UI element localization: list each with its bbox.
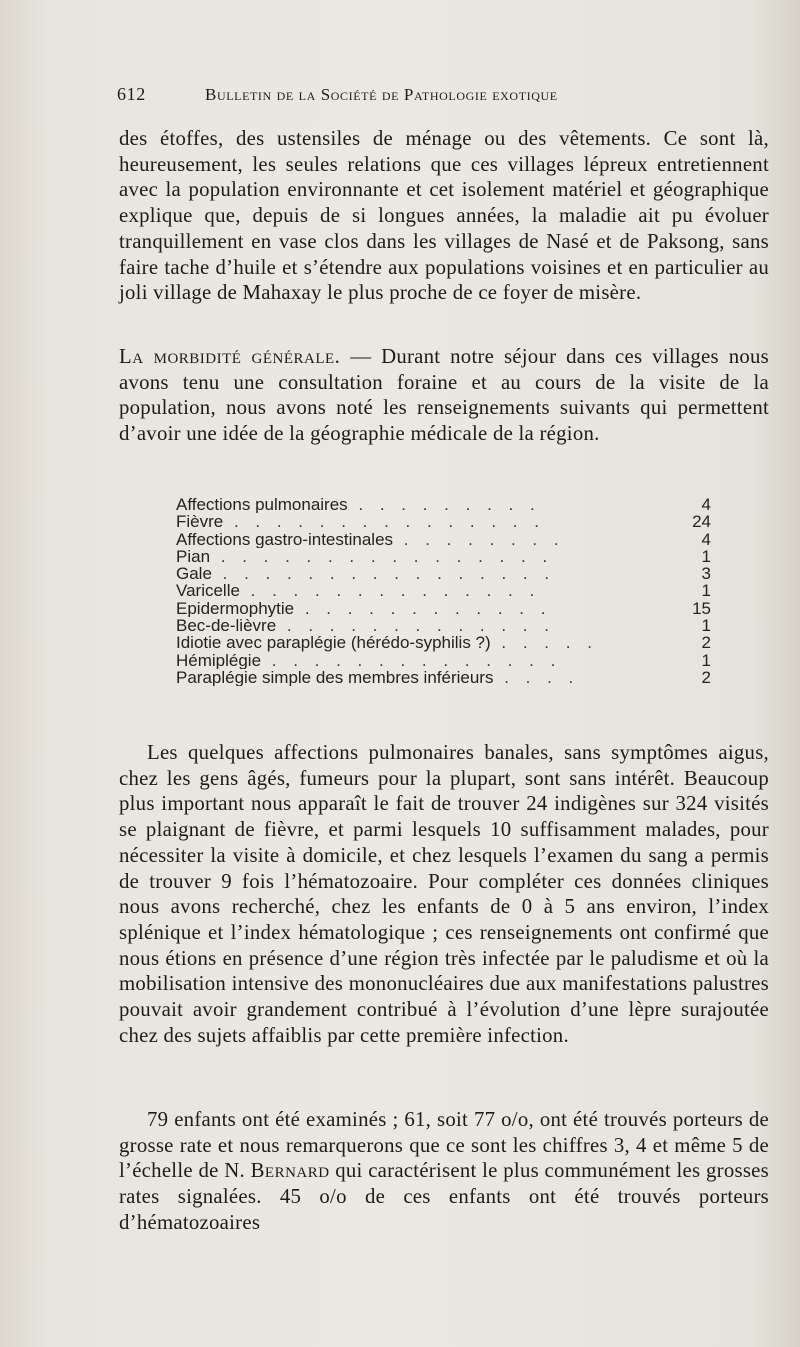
table-row-label: Hémiplégie	[176, 651, 262, 669]
section-heading: La morbidité générale.	[119, 345, 341, 368]
table-row	[176, 531, 711, 548]
page-number: 612	[117, 84, 146, 104]
paragraph-4	[119, 1107, 769, 1236]
running-title: Bulletin de la Société de Pathologie exotique	[205, 85, 558, 104]
table-row-value: 4	[701, 495, 711, 514]
table-row-value: 1	[701, 650, 711, 670]
paragraph-3: Les quelques affections pulmonaires banales, sans symptômes aigus, chez les gens âgés, fumeurs pour la plupart, sont sans intérêt. Beaucoup plus important nous apparaît le fait de trouver 24 indigènes sur 324 visités se plaignant de fièvre, et parmi lesquels 10 suffisamment malades, pour nécessiter la visite à domicile, et chez lesquels l’examen du sang a permis de trouver 9 fois l’hématozoaire. Pour compléter ces données cliniques nous avons recherché, chez les enfants de 0 à 5 ans environ, l’index splénique et l’index hématologique ; ces renseignements ont confirmé que nous étions en présence d’une région très infectée par le paludisme et où la mobilisation intensive des mononucléaires due aux manifestations palustres pouvait avoir grandement contribué à l’évolution d’une lèpre surajoutée chez des sujets affaiblis par cette première infection.	[119, 741, 769, 1047]
table-row-value: 1	[701, 546, 711, 566]
leader-dots: . . . . . . . . .	[347, 496, 541, 514]
table-row	[176, 513, 711, 530]
paragraph-4-start: 79 enfants ont été examinés ; 61, soit 77 o/o, ont été trouvés porteurs de grosse rate et nous remarquerons que ce sont les chiffres 3, 4 et même 5 de l’échelle de N.	[119, 1108, 769, 1183]
table-row-value: 2	[701, 633, 711, 653]
table-row-label: Pian	[176, 547, 211, 566]
table-row-label: Paraplégie simple des membres inférieurs	[176, 668, 494, 687]
table-row-value: 4	[701, 529, 711, 549]
paragraph-4-end: qui caractérisent le plus communément les grosses rates signalées. 45 o/o de ces enfants ont été trouvés porteurs d’hématozoaires	[119, 1159, 769, 1234]
table-row-value: 24	[692, 512, 711, 532]
table-row-label: Affections pulmonaires	[176, 496, 348, 514]
table-row	[176, 600, 711, 617]
paragraph-2	[119, 344, 769, 447]
table-row	[176, 669, 711, 686]
leader-dots: . . . . . . . . . . . . . . . .	[210, 547, 554, 566]
author-name: Bernard	[250, 1159, 330, 1183]
table-row	[176, 548, 711, 565]
morbidity-table	[176, 496, 711, 686]
leader-dots: . . . . . . . . . . . . . .	[261, 651, 562, 669]
table-row	[176, 496, 711, 513]
table-row-label: Affections gastro-intestinales	[176, 530, 394, 548]
leader-dots: . . . . . . . . . . . . .	[276, 617, 555, 635]
table-row-label: Epidermophytie	[176, 599, 295, 618]
table-row-value: 3	[701, 564, 711, 584]
leader-dots: . . . . . . . . . . . . . . . .	[211, 565, 556, 583]
table-row-label: Bec-de-lièvre	[176, 617, 277, 635]
leader-dots: . . . . . . . . . . . .	[294, 599, 552, 618]
table-row-value: 1	[701, 581, 711, 601]
table-row-label: Idiotie avec paraplégie (hérédo-syphilis ?)	[176, 634, 491, 652]
table-row-value: 15	[692, 598, 711, 618]
leader-dots: . . . . .	[490, 634, 598, 652]
table-row	[176, 617, 711, 634]
table-row	[176, 634, 711, 651]
paragraph-1: des étoffes, des ustensiles de ménage ou des vêtements. Ce sont là, heureusement, les seules relations que ces villages lépreux entretiennent avec la population environnante et cet isolement matériel et géographique explique que, depuis de si longues années, la maladie ait pu évoluer tranquillement en vase clos dans les villages de Nasé et de Paksong, sans faire tache d’huile et s’étendre aux populations voisines et en particulier au joli village de Mahaxay le plus proche de ce foyer de misère.	[119, 127, 769, 305]
running-header	[117, 84, 677, 105]
table-row-value: 1	[701, 616, 711, 636]
leader-dots: . . . . . . . . . . . . . .	[239, 582, 541, 600]
leader-dots: . . . .	[493, 668, 580, 687]
leader-dots: . . . . . . . . . . . . . . .	[223, 513, 545, 531]
table-row-label: Fièvre	[176, 513, 224, 531]
table-row	[176, 652, 711, 669]
table-row	[176, 582, 711, 599]
paragraph-2-body: — Durant notre séjour dans ces villages nous avons tenu une consultation foraine et au cours de la visite de la population, nous avons noté les renseignements suivants qui permettent d’avoir une idée de la géographie médicale de la région.	[119, 345, 769, 446]
table-row-label: Gale	[176, 565, 212, 583]
leader-dots: . . . . . . . .	[393, 530, 565, 548]
table-row-label: Varicelle	[176, 582, 240, 600]
table-row	[176, 565, 711, 582]
table-row-value: 2	[701, 667, 711, 687]
